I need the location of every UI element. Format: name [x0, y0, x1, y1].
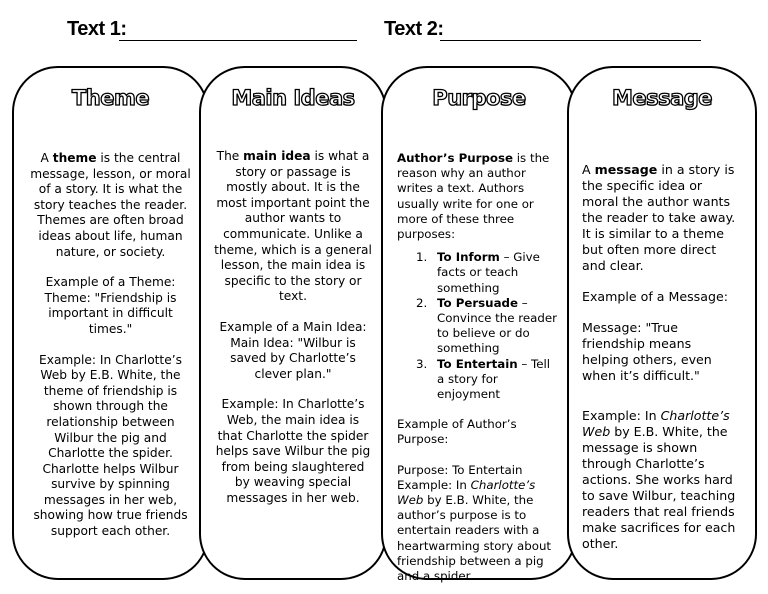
- theme-example-2: Example: In Charlotte’s Web by E.B. White, the theme of friendship is shown through the relationship between Wilbur the pig and Charlotte the spider. Charlotte helps Wilbur survive by spinning messages in her web, showing how true friends support each other.: [33, 352, 188, 539]
- theme-panel: [12, 66, 209, 580]
- message-example-2: Example: In Charlotte’s Web by E.B. White, the message is shown through Charlotte’s actions. She works hard to save Wilbur, teaching readers that real friends make sacrifices for each other.: [582, 408, 736, 551]
- text2-label: Text 2:: [384, 18, 444, 40]
- main-ideas-example-2: Example: In Charlotte’s Web, the main idea is that Charlotte the spider helps save Wilbur the pig from being slaughtered by weaving special messages in her web.: [215, 397, 371, 505]
- theme-title: Theme: [71, 86, 150, 110]
- theme-example-heading: Example of a Theme:: [45, 275, 176, 290]
- main-ideas-example-text: Main Idea: "Wilbur is saved by Charlotte’s clever plan.": [230, 335, 356, 381]
- message-title: Message: [611, 86, 713, 110]
- purpose-title: Purpose: [432, 86, 526, 110]
- purpose-panel: [381, 66, 577, 584]
- text2-blank-line[interactable]: [440, 40, 701, 41]
- text1-blank-line[interactable]: [119, 40, 357, 41]
- main-ideas-title: Main Ideas: [231, 86, 355, 110]
- message-panel: [567, 66, 757, 580]
- message-definition: A message in a story is the specific idea or moral the author wants the reader to take away. It is similar to a theme but often more direct and clear.: [582, 162, 736, 273]
- main-ideas-body: [213, 149, 373, 506]
- message-example-text: Message: "True friendship means helping others, even when it’s difficult.": [582, 320, 712, 383]
- purpose-item-persuade: 2. To Persuade – Convince the reader to believe or do something: [431, 296, 559, 357]
- main-ideas-panel: [199, 66, 387, 580]
- main-ideas-definition: The main idea is what a story or passage is mostly about. It is the most important point the author wants to communicate. Unlike a theme, which is a general lesson, the main idea is specific to the story or text.: [214, 149, 372, 304]
- purpose-line: Purpose: To Entertain: [397, 462, 523, 477]
- theme-body: [28, 151, 193, 540]
- purpose-example-heading: Example of Author’s Purpose:: [397, 417, 517, 447]
- main-ideas-example-heading: Example of a Main Idea:: [219, 319, 367, 334]
- purpose-definition: Author’s Purpose is the reason why an author writes a text. Authors usually write for one or more of these three purposes:: [397, 151, 550, 242]
- purpose-example-text: Example: In Charlotte’s Web by E.B. White, the author’s purpose is to entertain readers with a heartwarming story about friendship between a pig and a spider.: [397, 477, 552, 584]
- purpose-item-inform: 1. To Inform – Give facts or teach something: [431, 250, 559, 296]
- theme-example-text: Theme: "Friendship is important in difficult times.": [44, 290, 177, 336]
- message-body: [582, 162, 741, 552]
- purpose-item-entertain: 3. To Entertain – Tell a story for enjoyment: [431, 357, 559, 403]
- text1-label: Text 1:: [67, 18, 127, 40]
- purpose-body: [397, 151, 559, 584]
- purpose-list: [397, 250, 559, 402]
- message-example-heading: Example of a Message:: [582, 289, 728, 304]
- theme-definition: A theme is the central message, lesson, or moral of a story. It is what the story teaches the reader. Themes are often broad ideas about life, human nature, or society.: [30, 151, 191, 259]
